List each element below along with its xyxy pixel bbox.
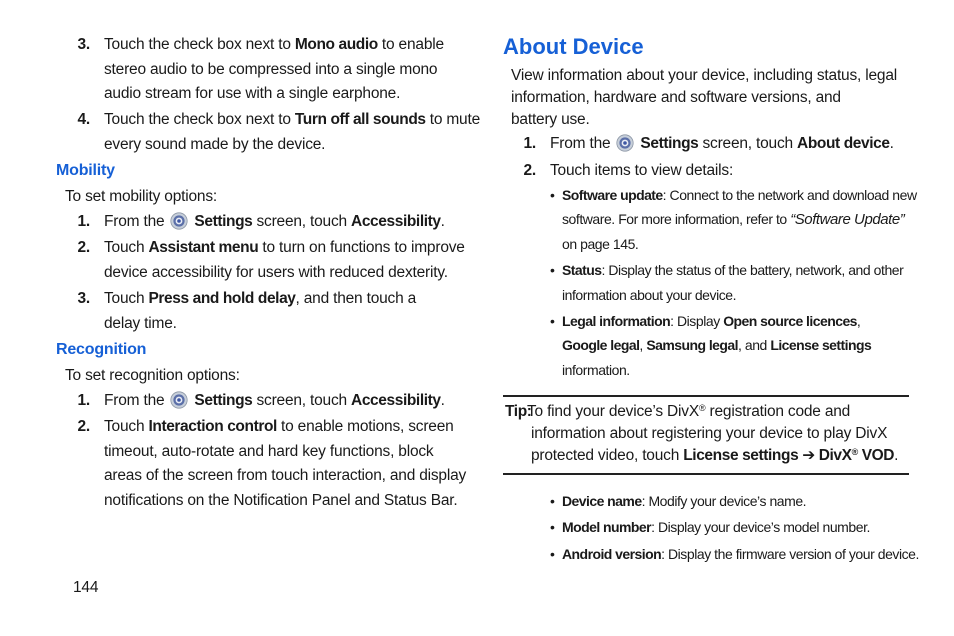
step-text: Touch the check box next to Mono audio to enable bbox=[104, 36, 444, 53]
list-item: Legal information: Display Open source licences, bbox=[562, 313, 861, 329]
section-heading-mobility: Mobility bbox=[56, 162, 115, 179]
step-text: Touch Interaction control to enable motions, screen bbox=[104, 418, 454, 435]
step-text: From the Settings screen, touch About device. bbox=[550, 135, 894, 152]
step-text-line: delay time. bbox=[104, 314, 177, 332]
step-text: From the Settings screen, touch Accessibility. bbox=[104, 392, 445, 409]
step-number: 1. bbox=[77, 213, 90, 230]
step-text-line: timeout, auto-rotate and hard key functions, block bbox=[104, 442, 434, 460]
list-item-line: software. For more information, refer to “Software Update” bbox=[562, 211, 905, 228]
step-number: 3. bbox=[77, 36, 90, 53]
page-title: About Device bbox=[503, 34, 644, 59]
list-item-line: information about your device. bbox=[562, 287, 737, 303]
section-intro: To set mobility options: bbox=[65, 188, 217, 205]
list-item: Android version: Display the firmware version of your device. bbox=[562, 546, 919, 562]
step-text-line: every sound made by the device. bbox=[104, 135, 326, 153]
settings-icon bbox=[170, 391, 188, 409]
list-item: Software update: Connect to the network and download new bbox=[562, 187, 917, 203]
step-number: 1. bbox=[523, 135, 536, 152]
page-number: 144 bbox=[73, 579, 99, 596]
list-item-line: information. bbox=[562, 362, 630, 378]
list-item: Status: Display the status of the battery, network, and other bbox=[562, 262, 904, 278]
step-text-line: notifications on the Notification Panel and Status Bar. bbox=[104, 491, 458, 509]
bullet-icon: • bbox=[550, 493, 555, 509]
step-number: 2. bbox=[77, 239, 90, 256]
list-item-line: on page 145. bbox=[562, 236, 639, 252]
tip-bottom-rule bbox=[503, 473, 909, 475]
step-text: Touch Press and hold delay, and then touch a bbox=[104, 290, 417, 307]
step-text: Touch Assistant menu to turn on functions to improve bbox=[104, 239, 465, 256]
tip-text-line: protected video, touch License settings ➔ DivX® VOD. bbox=[531, 447, 899, 464]
bullet-icon: • bbox=[550, 519, 555, 535]
intro-text: battery use. bbox=[511, 111, 590, 128]
settings-icon bbox=[170, 212, 188, 230]
section-intro: To set recognition options: bbox=[65, 367, 240, 384]
section-heading-recognition: Recognition bbox=[56, 341, 147, 358]
bullet-icon: • bbox=[550, 262, 555, 278]
step-text-line: stereo audio to be compressed into a single mono bbox=[104, 60, 438, 78]
tip-label: Tip: bbox=[505, 403, 532, 420]
step-text-line: areas of the screen from touch interaction, and display bbox=[104, 467, 467, 484]
list-item: Model number: Display your device’s model number. bbox=[562, 519, 870, 535]
tip-text-line: information about registering your device to play DivX bbox=[531, 425, 888, 442]
list-item-line: Google legal, Samsung legal, and License settings bbox=[562, 337, 872, 353]
tip-top-rule bbox=[503, 395, 909, 397]
step-number: 3. bbox=[77, 290, 90, 307]
step-text: Touch items to view details: bbox=[550, 162, 734, 179]
step-text-line: audio stream for use with a single earphone. bbox=[104, 85, 401, 102]
intro-text: information, hardware and software versions, and bbox=[511, 89, 841, 106]
step-number: 1. bbox=[77, 392, 90, 409]
step-number: 2. bbox=[523, 162, 536, 179]
step-text: From the Settings screen, touch Accessibility. bbox=[104, 213, 445, 230]
bullet-icon: • bbox=[550, 546, 555, 562]
list-item: Device name: Modify your device’s name. bbox=[562, 493, 807, 509]
settings-icon bbox=[616, 134, 634, 152]
step-text-line: device accessibility for users with reduced dexterity. bbox=[104, 263, 448, 281]
step-text: Touch the check box next to Turn off all sounds to mute bbox=[104, 111, 481, 128]
tip-text: To find your device’s DivX® registration code and bbox=[527, 403, 851, 420]
bullet-icon: • bbox=[550, 313, 555, 329]
step-number: 4. bbox=[77, 111, 90, 128]
step-number: 2. bbox=[77, 418, 90, 435]
intro-text: View information about your device, including status, legal bbox=[511, 67, 897, 84]
bullet-icon: • bbox=[550, 187, 555, 203]
